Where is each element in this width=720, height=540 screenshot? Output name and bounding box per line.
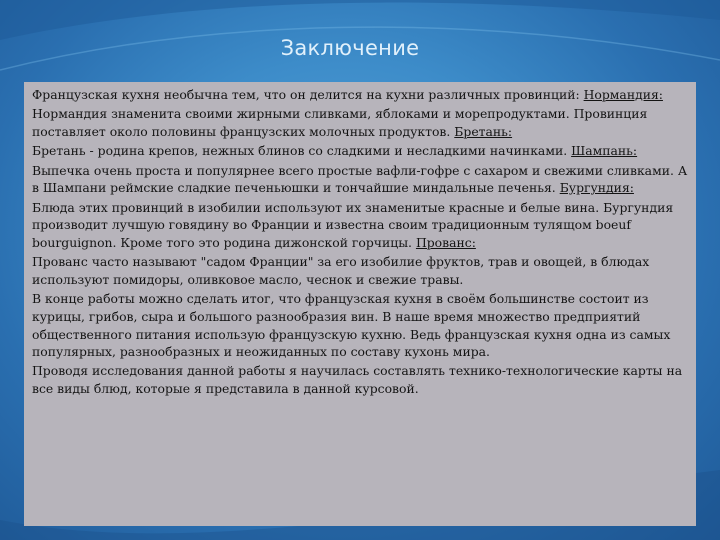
paragraph-text: Блюда этих провинций в изобилии используют их знаменитые красные и белые вина. Бургундия производит лучшую говядину во Франции и известна своим традиционным тулящом boeuf bourguignon. Кроме того это родина дижонской горчицы. [32,199,674,250]
paragraph [32,86,688,104]
section-link-brittany[interactable]: Бретань: [454,123,513,139]
paragraph-text: Французская кухня необычна тем, что он делится на кухни различных провинций: [32,87,584,102]
section-link-champagne[interactable]: Шампань: [571,143,638,159]
paragraph [32,142,688,160]
paragraph [32,253,688,288]
paragraph-text: В конце работы можно сделать итог, что французская кухня в своём большинстве состоит из курицы, грибов, сыра и большого разнообразия вин. В наше время множество предприятий общественного питания использую французскую кухню. Ведь французская кухня одна из самых популярных, разнообразных и неожиданных по составу кухонь мира. [32,291,671,360]
paragraph-text: Бретань - родина крепов, нежных блинов со сладкими и несладкими начинками. [32,143,572,159]
paragraph-text: Проводя исследования данной работы я научилась составлять технико-технологические карты на все виды блюд, которые я представила в данной курсовой. [32,363,683,397]
paragraph [32,105,688,140]
paragraph [32,162,688,197]
paragraph-text: Выпечка очень проста и популярнее всего простые вафли-гофре с сахаром и свежими сливками. А в Шампани реймские сладкие печеньюшки и тончайшие миндальные печенья. [32,162,688,196]
paragraph-text: Прованс часто называют "садом Франции" за его изобилие фруктов, трав и овощей, в блюдах используют помидоры, оливковое масло, чеснок и свежие травы. [32,254,650,287]
section-link-normandy[interactable]: Нормандия: [583,87,663,102]
section-link-provence[interactable]: Прованс: [415,234,476,250]
paragraph [32,199,688,252]
section-link-burgundy[interactable]: Бургундия: [559,180,634,196]
paragraph [32,362,688,397]
conclusion-text-box [24,82,696,526]
paragraph [32,290,688,360]
paragraph-text: Нормандия знаменита своими жирными сливками, яблоками и морепродуктами. Провинция поставляет около половины французских молочных продуктов. [32,106,648,139]
slide-title: Заключение [280,36,420,60]
